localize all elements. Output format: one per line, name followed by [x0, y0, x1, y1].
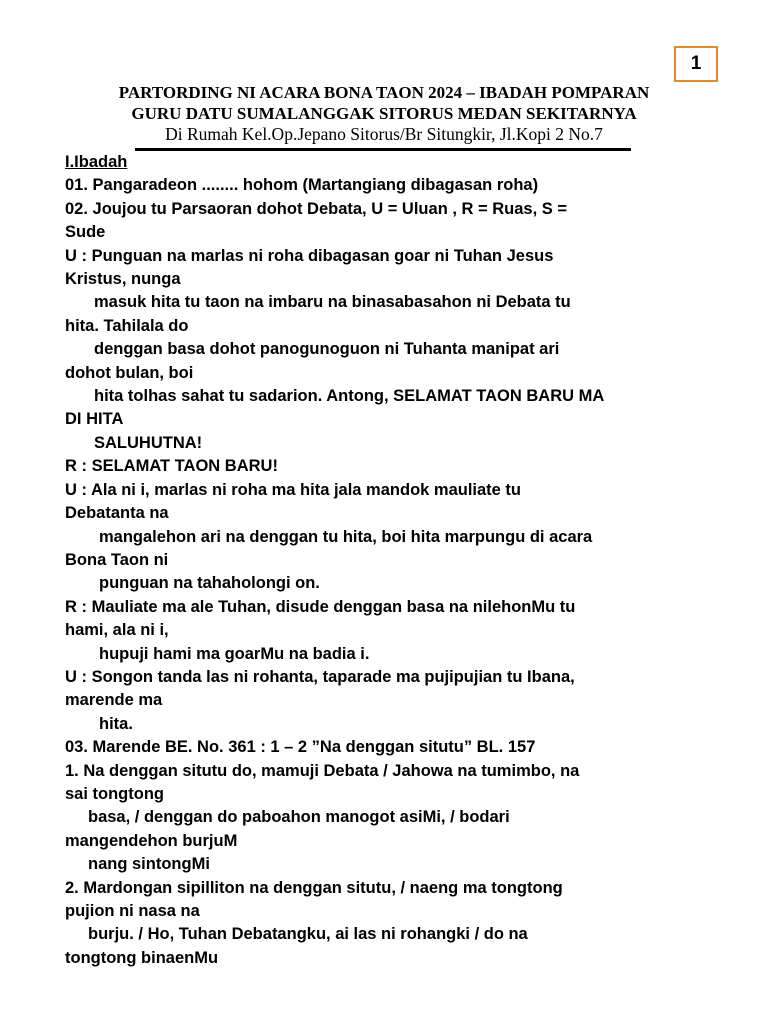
body-line: U : Ala ni i, marlas ni roha ma hita jala mandok mauliate tu	[65, 480, 522, 499]
body-line: dohot bulan, boi	[65, 363, 194, 382]
body-line: denggan basa dohot panogunoguon ni Tuhanta manipat ari	[94, 340, 560, 359]
document-header	[60, 82, 708, 146]
body-line: Kristus, nunga	[65, 270, 181, 289]
body-line: mangendehon burjuM	[65, 831, 238, 850]
body-line: 1. Na denggan situtu do, mamuji Debata / Jahowa na tumimbo, na	[65, 761, 580, 780]
body-line: U : Songon tanda las ni rohanta, taparade ma pujipujian tu Ibana,	[65, 667, 575, 686]
page-number-box	[674, 46, 718, 82]
body-line: Bona Taon ni	[65, 550, 169, 569]
body-line: hita. Tahilala do	[65, 316, 189, 335]
body-line: hita.	[99, 714, 133, 733]
title-line-2: GURU DATU SUMALANGGAK SITORUS MEDAN SEKITARNYA	[131, 104, 637, 123]
body-line: 01. Pangaradeon ........ hohom (Martangiang dibagasan roha)	[65, 176, 539, 195]
body-line: hita tolhas sahat tu sadarion. Antong, SELAMAT TAON BARU MA	[94, 387, 605, 406]
body-line: masuk hita tu taon na imbaru na binasabasahon ni Debata tu	[94, 293, 571, 312]
subtitle-location: Di Rumah Kel.Op.Jepano Sitorus/Br Situngkir, Jl.Kopi 2 No.7	[165, 124, 603, 144]
body-line: tongtong binaenMu	[65, 948, 219, 967]
body-line: U : Punguan na marlas ni roha dibagasan goar ni Tuhan Jesus	[65, 246, 554, 265]
body-line: punguan na tahaholongi on.	[99, 574, 320, 593]
body-line: hupuji hami ma goarMu na badia i.	[99, 644, 370, 663]
document-body	[65, 151, 715, 970]
body-line: nang sintongMi	[88, 855, 210, 874]
body-line: burju. / Ho, Tuhan Debatangku, ai las ni rohangki / do na	[88, 925, 528, 944]
section-title: I.Ibadah	[65, 153, 128, 171]
title-line-1: PARTORDING NI ACARA BONA TAON 2024 – IBADAH POMPARAN	[118, 83, 650, 102]
body-line: Debatanta na	[65, 504, 169, 523]
page-number: 1	[690, 53, 702, 74]
body-line: basa, / denggan do paboahon manogot asiMi, / bodari	[88, 808, 510, 827]
body-line: 2. Mardongan sipilliton na denggan situtu, / naeng ma tongtong	[65, 878, 563, 897]
body-line: 03. Marende BE. No. 361 : 1 – 2 ”Na denggan situtu” BL. 157	[65, 738, 536, 757]
body-line: Sude	[65, 223, 106, 242]
body-line: 02. Joujou tu Parsaoran dohot Debata, U = Uluan , R = Ruas, S =	[65, 199, 567, 218]
body-line: SALUHUTNA!	[94, 433, 203, 452]
body-line: marende ma	[65, 691, 163, 710]
body-line: sai tongtong	[65, 784, 164, 803]
body-line: pujion ni nasa na	[65, 902, 200, 920]
body-line: R : SELAMAT TAON BARU!	[65, 457, 278, 476]
body-line: R : Mauliate ma ale Tuhan, disude denggan basa na nilehonMu tu	[65, 597, 576, 616]
body-line: DI HITA	[65, 410, 124, 429]
body-line: hami, ala ni i,	[65, 621, 169, 640]
body-line: mangalehon ari na denggan tu hita, boi hita marpungu di acara	[99, 527, 593, 546]
